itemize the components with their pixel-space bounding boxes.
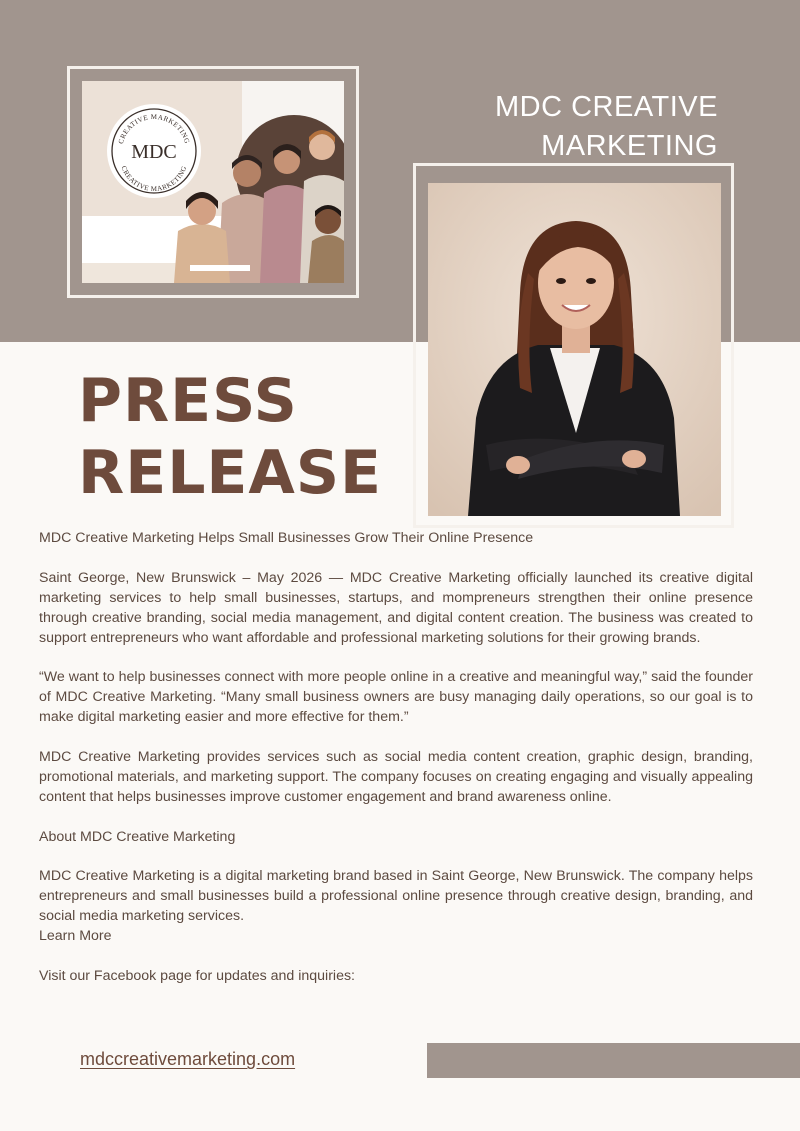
logo-ring-bottom: CREATIVE MARKETING — [119, 164, 189, 194]
portrait-frame — [413, 163, 734, 528]
article-body — [39, 529, 753, 1007]
article-paragraph-2: “We want to help businesses connect with more people online in a creative and meaningful way,” said the founder of MDC Creative Marketing. “Many small business owners are busy managing daily operations, so our goal is to make digital marketing easier and more effective for them.” — [39, 669, 753, 726]
about-text: MDC Creative Marketing is a digital marketing brand based in Saint George, New Brunswick. The company helps entrepreneurs and small businesses build a professional online presence through creative design, branding, and social media marketing services. — [39, 868, 753, 925]
logo-monogram: MDC — [131, 141, 177, 163]
article-paragraph-3: MDC Creative Marketing provides services such as social media content creation, graphic design, branding, promotional materials, and marketing support. The company focuses on creating engaging and visually appealing content that helps businesses improve customer engagement and brand awareness online. — [39, 748, 753, 805]
website-link[interactable]: mdccreativemarketing.com — [80, 1049, 296, 1069]
title-line-2: RELEASE — [78, 438, 383, 508]
logo-ring-top: CREATIVE MARKETING — [116, 112, 192, 145]
title-line-1: PRESS — [78, 366, 298, 436]
press-release-title — [78, 365, 382, 509]
brand-name — [378, 88, 718, 166]
founder-portrait — [428, 183, 721, 516]
learn-more-link[interactable]: Learn More — [39, 928, 112, 945]
brand-line-1: MDC CREATIVE — [495, 91, 718, 123]
brand-line-2: MARKETING — [541, 130, 718, 162]
article-headline: MDC Creative Marketing Helps Small Businesses Grow Their Online Presence — [39, 530, 534, 546]
team-photo — [82, 81, 344, 283]
team-photo-frame — [67, 66, 359, 298]
about-heading: About MDC Creative Marketing — [39, 828, 236, 845]
facebook-note: Visit our Facebook page for updates and inquiries: — [39, 967, 356, 984]
article-paragraph-1: Saint George, New Brunswick – May 2026 — MDC Creative Marketing officially launched its creative digital marketing services to help small businesses, startups, and mompreneurs strengthen their online presence through creative branding, social media management, and digital content creation. The business was created to support entrepreneurs who want affordable and professional marketing solutions for their growing brands. — [39, 569, 753, 646]
footer-bar — [427, 1043, 800, 1078]
logo-badge — [107, 104, 201, 198]
